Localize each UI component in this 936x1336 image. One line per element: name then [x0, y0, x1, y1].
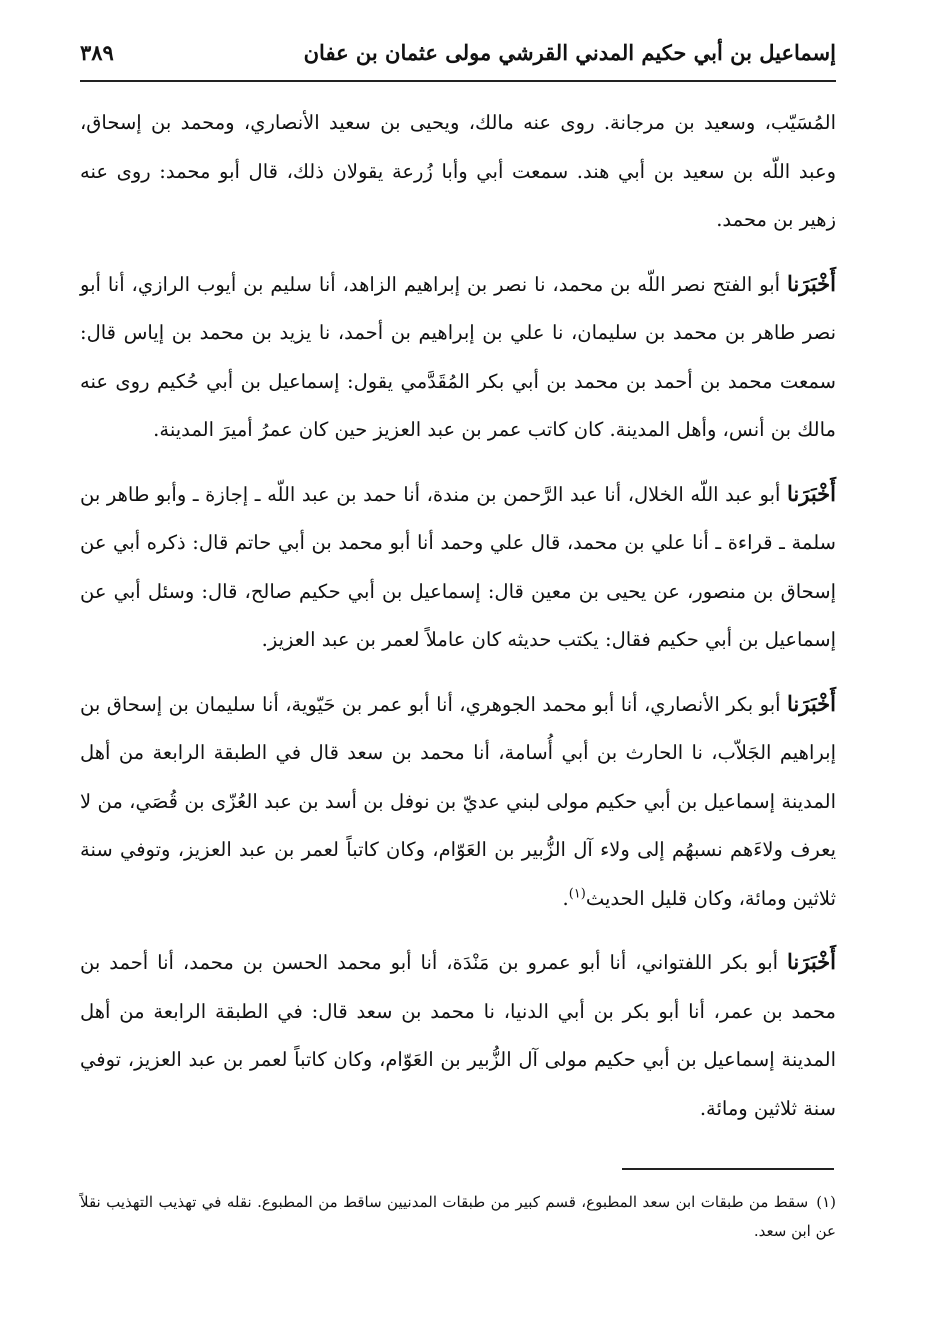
footnote-rule: [622, 1168, 834, 1170]
paragraph-text: أبو الفتح نصر اللّه بن محمد، نا نصر بن إبراهيم الزاهد، أنا سليم بن أيوب الرازي، أنا أبو نصر طاهر بن محمد بن سليمان، نا علي بن إبراهيم بن أحمد، نا يزيد بن محمد بن إياس قال: سمعت محمد بن أحمد بن محمد بن أبي بكر المُقَدَّمي يقول: إسماعيل بن أبي حُكيم روى عنه مالك بن أنس، وأهل المدينة. كان كاتب عمر بن عبد العزيز حين كان عمرُ أميرَ المدينة.: [80, 272, 836, 441]
paragraph-text: المُسَيّب، وسعيد بن مرجانة. روى عنه مالك، ويحيى بن سعيد الأنصاري، ومحمد بن إسحاق، وعبد اللّه بن سعيد بن أبي هند. سمعت أبي وأبا زُرعة يقولان ذلك، قال أبو محمد: روى عنه زهير بن محمد.: [80, 111, 836, 231]
paragraph-text: أبو عبد اللّه الخلال، أنا عبد الرَّحمن بن مندة، أنا حمد بن عبد اللّه ـ إجازة ـ وأبو طاهر بن سلمة ـ قراءة ـ أنا علي بن محمد، قال علي وحمد أنا أبو محمد بن أبي حاتم قال: ذكره أبي عن إسحاق بن منصور، عن يحيى بن معين قال: إسماعيل بن أبي حكيم صالح، قال: وسئل أبي عن إسماعيل بن أبي حكيم فقال: يكتب حديثه كان عاملاً لعمر بن عبد العزيز.: [80, 482, 836, 651]
footnote: [80, 1188, 836, 1246]
paragraph-lead: أَخْبَرَنا: [787, 690, 836, 716]
paragraph-tail: .: [562, 886, 569, 910]
page-header: [80, 36, 836, 76]
paragraph-3: [80, 470, 836, 665]
footnote-number: (١): [816, 1193, 836, 1211]
paragraph-lead: أَخْبَرَنا: [787, 949, 836, 974]
main-text: [80, 98, 836, 1148]
footnote-reference: (١): [568, 886, 586, 901]
paragraph-2: [80, 260, 836, 455]
paragraph-lead: أَخْبَرَنا: [787, 270, 836, 296]
running-title: إسماعيل بن أبي حكيم المدني القرشي مولى عثمان بن عفان: [303, 40, 836, 65]
paragraph-1: [80, 98, 836, 245]
paragraph-text: أبو بكر اللفتواني، أنا أبو عمرو بن مَنْدَة، أنا أبو محمد الحسن بن محمد، أنا أحمد بن محمد بن عمر، أنا أبو بكر بن أبي الدنيا، نا محمد بن سعد قال: في الطبقة الرابعة من أهل المدينة إسماعيل بن أبي حكيم مولى آل الزُّبير بن العَوّام، وكان كاتباً لعمر بن عبد العزيز، توفي سنة ثلاثين ومائة.: [80, 951, 836, 1120]
paragraph-4: [80, 680, 836, 924]
header-rule: [80, 80, 836, 82]
footnote-text: سقط من طبقات ابن سعد المطبوع، قسم كبير من طبقات المدنيين ساقط من المطبوع. نقله في تهذيب التهذيب نقلاً عن ابن سعد.: [80, 1193, 836, 1240]
page-number: ٣٨٩: [80, 40, 114, 65]
paragraph-5: [80, 938, 836, 1133]
paragraph-lead: أَخْبَرَنا: [787, 480, 836, 506]
paragraph-text: أبو بكر الأنصاري، أنا أبو محمد الجوهري، أنا أبو عمر بن حَيّوية، أنا سليمان بن إسحاق بن إبراهيم الجَلاّب، نا الحارث بن أبي أُسامة، أنا محمد بن سعد قال في الطبقة الرابعة من أهل المدينة إسماعيل بن أبي حكيم مولى لبني عديّ بن نوفل بن أسد بن عبد العُزّى بن قُصَي، من لا يعرف ولاءَهم نسبهُم إلى ولاء آل الزُّبير بن العَوّام، وكان كاتباً لعمر بن عبد العزيز، وتوفي سنة ثلاثين ومائة، وكان قليل الحديث: [80, 692, 836, 910]
